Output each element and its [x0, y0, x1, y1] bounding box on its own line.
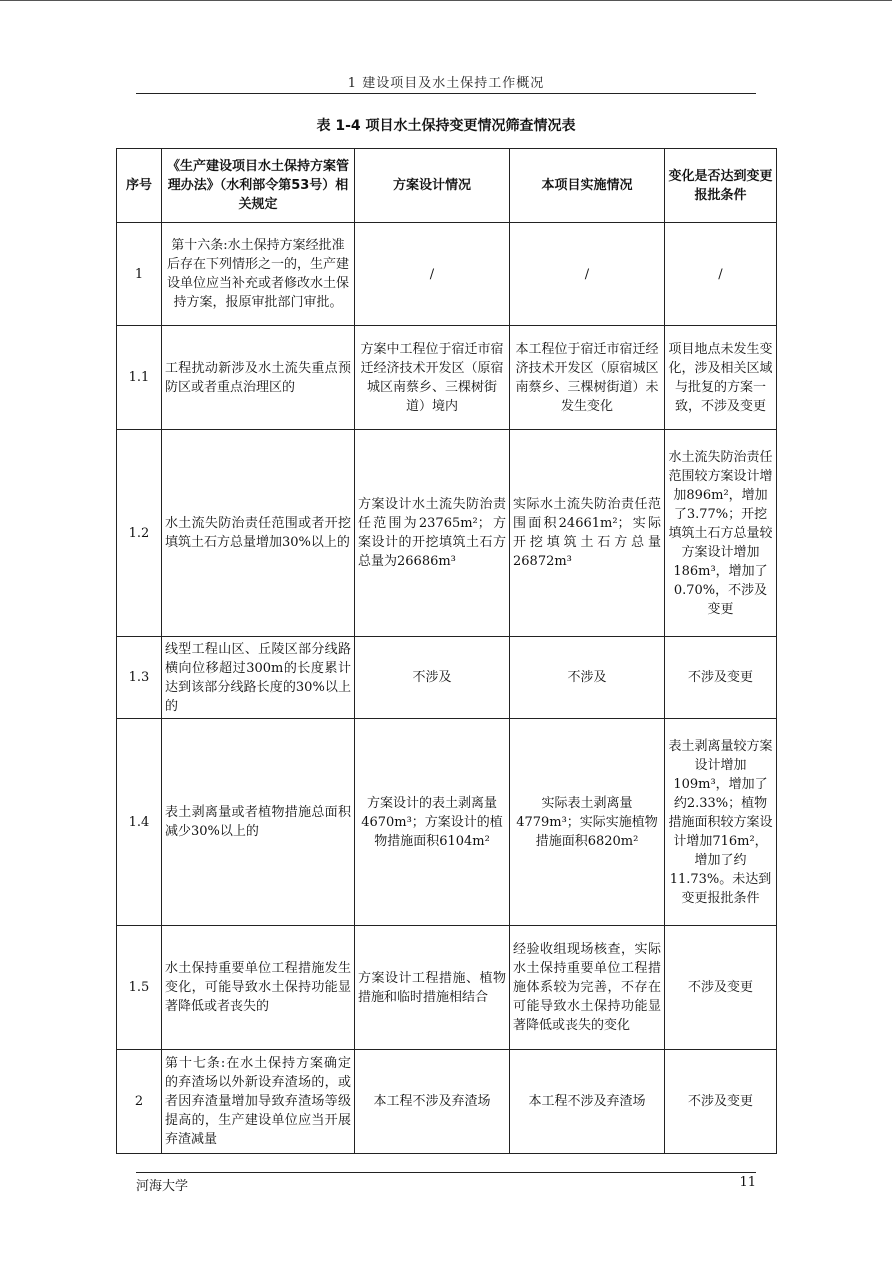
row-rule: 线型工程山区、丘陵区部分线路横向位移超过300m的长度累计达到该部分线路长度的30%以上的 — [162, 637, 355, 719]
row-no: 2 — [117, 1050, 162, 1154]
change-screening-table — [116, 148, 777, 1154]
col-header-no: 序号 — [117, 149, 162, 223]
table-title: 表 1-4 项目水土保持变更情况筛查情况表 — [316, 118, 576, 134]
row-rule: 水土流失防治责任范围或者开挖填筑土石方总量增加30%以上的 — [162, 430, 355, 637]
top-border-line — [0, 0, 892, 1]
row-design: 方案设计的表土剥离量4670m³；方案设计的植物措施面积6104m² — [355, 719, 510, 926]
row-design: 方案中工程位于宿迁市宿迁经济技术开发区（原宿城区南蔡乡、三棵树街道）境内 — [355, 326, 510, 430]
row-design: / — [355, 223, 510, 326]
row-result: 不涉及变更 — [665, 926, 777, 1050]
col-header-design: 方案设计情况 — [355, 149, 510, 223]
row-design: 方案设计水土流失防治责任范围为23765m²；方案设计的开挖填筑土石方总量为26686m³ — [355, 430, 510, 637]
table-row — [117, 223, 777, 326]
row-rule: 第十六条:水土保持方案经批准后存在下列情形之一的，生产建设单位应当补充或者修改水土保持方案，报原审批部门审批。 — [162, 223, 355, 326]
row-actual: 经验收组现场核查，实际水土保持重要单位工程措施体系较为完善，不存在可能导致水土保持功能显著降低或丧失的变化 — [510, 926, 665, 1050]
row-no: 1 — [117, 223, 162, 326]
row-rule: 表土剥离量或者植物措施总面积减少30%以上的 — [162, 719, 355, 926]
row-rule: 工程扰动新涉及水土流失重点预防区或者重点治理区的 — [162, 326, 355, 430]
table-row — [117, 1050, 777, 1154]
row-result: / — [665, 223, 777, 326]
row-design: 本工程不涉及弃渣场 — [355, 1050, 510, 1154]
col-header-result: 变化是否达到变更报批条件 — [665, 149, 777, 223]
row-result: 水土流失防治责任范围较方案设计增加896m²，增加了3.77%；开挖填筑土石方总量较方案设计增加186m³，增加了0.70%，不涉及变更 — [665, 430, 777, 637]
row-no: 1.4 — [117, 719, 162, 926]
row-rule: 水土保持重要单位工程措施发生变化，可能导致水土保持功能显著降低或者丧失的 — [162, 926, 355, 1050]
row-result: 不涉及变更 — [665, 637, 777, 719]
row-actual: 不涉及 — [510, 637, 665, 719]
table-row — [117, 926, 777, 1050]
col-header-rule: 《生产建设项目水土保持方案管理办法》（水利部令第53号）相关规定 — [162, 149, 355, 223]
col-header-actual: 本项目实施情况 — [510, 149, 665, 223]
table-row — [117, 637, 777, 719]
row-result: 表土剥离量较方案设计增加109m³，增加了约2.33%；植物措施面积较方案设计增加716m²，增加了约11.73%。未达到变更报批条件 — [665, 719, 777, 926]
footer-organization: 河海大学 — [136, 1179, 189, 1194]
row-no: 1.1 — [117, 326, 162, 430]
table-row — [117, 430, 777, 637]
row-no: 1.5 — [117, 926, 162, 1050]
table-row — [117, 326, 777, 430]
running-header: 1 建设项目及水土保持工作概况 — [347, 76, 545, 91]
footer-rule — [136, 1172, 756, 1173]
row-no: 1.3 — [117, 637, 162, 719]
row-actual: 实际水土流失防治责任范围面积24661m²；实际开挖填筑土石方总量26872m³ — [510, 430, 665, 637]
row-actual: 本工程不涉及弃渣场 — [510, 1050, 665, 1154]
row-design: 不涉及 — [355, 637, 510, 719]
table-header-row — [117, 149, 777, 223]
row-actual: 本工程位于宿迁市宿迁经济技术开发区（原宿城区南蔡乡、三棵树街道）未发生变化 — [510, 326, 665, 430]
header-rule — [136, 93, 756, 94]
row-rule: 第十七条:在水土保持方案确定的弃渣场以外新设弃渣场的，或者因弃渣量增加导致弃渣场等级提高的，生产建设单位应当开展弃渣减量 — [162, 1050, 355, 1154]
row-design: 方案设计工程措施、植物措施和临时措施相结合 — [355, 926, 510, 1050]
table-row — [117, 719, 777, 926]
row-result: 不涉及变更 — [665, 1050, 777, 1154]
row-no: 1.2 — [117, 430, 162, 637]
row-result: 项目地点未发生变化，涉及相关区域与批复的方案一致，不涉及变更 — [665, 326, 777, 430]
page-number: 11 — [739, 1175, 756, 1190]
row-actual: 实际表土剥离量4779m³；实际实施植物措施面积6820m² — [510, 719, 665, 926]
row-actual: / — [510, 223, 665, 326]
